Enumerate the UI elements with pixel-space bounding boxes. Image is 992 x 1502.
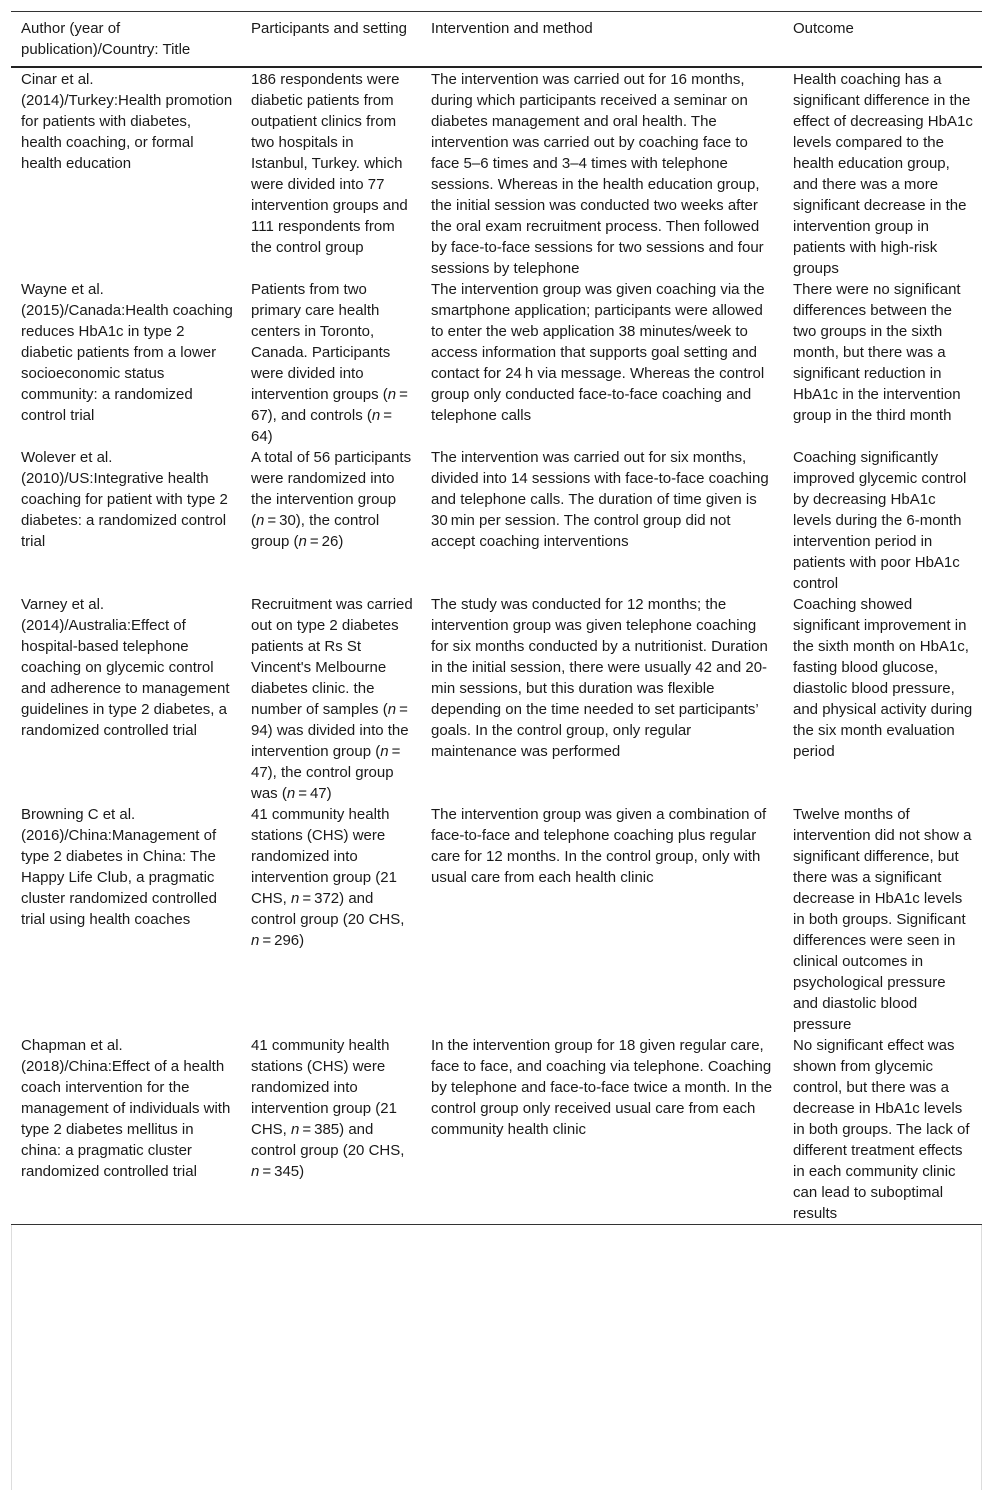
n-symbol: n	[371, 407, 381, 424]
table-row	[11, 447, 982, 594]
n-symbol: n	[387, 701, 397, 718]
participants-text: = 94) was divided into the intervention group (	[251, 701, 411, 760]
participants-text: 41 community health stations (CHS) were randomized into intervention group (21 CHS,	[251, 1037, 397, 1138]
cell-participants	[241, 594, 421, 804]
header-author: Author (year of publication)/Country: Title	[21, 20, 191, 58]
table-row	[11, 1035, 982, 1225]
cell-participants	[241, 447, 421, 594]
table-header	[11, 12, 982, 68]
cell-participants	[241, 804, 421, 1035]
participants-text: = 67), and controls (	[251, 386, 411, 424]
header-participants: Participants and setting	[251, 20, 407, 37]
table-row	[11, 594, 982, 804]
n-symbol: n	[251, 932, 260, 949]
participants-text: = 296)	[259, 932, 305, 949]
cell-intervention: The study was conducted for 12 months; the intervention group was given telephone coaching for six months conducted by a nutritionist. Duration in the initial session, there were usually 42 and 20-min sessions, but this duration was flexible depending on the time needed to set participants’ goals. In the control group, only regular maintenance was performed	[431, 596, 768, 760]
studies-table	[11, 11, 982, 1225]
table-row	[11, 804, 982, 1035]
cell-author: Chapman et al. (2018)/China:Effect of a health coach intervention for the management of individuals with type 2 diabetes mellitus in china: a pragmatic cluster randomized controlled trial	[21, 1037, 231, 1180]
table-body	[11, 67, 982, 1225]
cell-intervention: The intervention group was given a combination of face-to-face and telephone coaching plus regular care for 12 months. In the control group, only with usual care from each health clinic	[431, 806, 767, 886]
participants-text: Patients from two primary care health centers in Toronto, Canada. Participants were divided into intervention groups (	[251, 281, 391, 403]
participants-text: = 345)	[259, 1163, 305, 1180]
header-outcome: Outcome	[793, 20, 854, 37]
cell-author: Varney et al. (2014)/Australia:Effect of hospital-based telephone coaching on glycemic control and adherence to management guidelines in type 2 diabetes, a randomized controlled trial	[21, 596, 230, 739]
n-symbol: n	[291, 890, 300, 907]
participants-text: = 47)	[295, 785, 332, 802]
participants-text: = 30), the control group (	[251, 512, 380, 550]
cell-outcome: Coaching significantly improved glycemic control by decreasing HbA1c levels during the 6-month intervention period in patients with poor HbA1c control	[793, 449, 967, 592]
n-symbol: n	[256, 512, 265, 529]
header-row	[11, 12, 982, 68]
cell-intervention: The intervention group was given coaching via the smartphone application; participants were allowed to enter the web application 38 minutes/week to access information that supports goal setting and contact for 24 h via message. Whereas the control group only conducted face-to-face coaching and telephone calls	[431, 281, 765, 424]
header-intervention: Intervention and method	[431, 20, 593, 37]
cell-participants	[241, 279, 421, 447]
table-row	[11, 279, 982, 447]
cell-outcome: Health coaching has a significant difference in the effect of decreasing HbA1c levels compared to the health education group, and there was a more significant decrease in the intervention group in patients with high-risk groups	[793, 71, 973, 277]
n-symbol: n	[298, 533, 307, 550]
participants-text: 41 community health stations (CHS) were randomized into intervention group (21 CHS,	[251, 806, 397, 907]
cell-outcome: Coaching showed significant improvement in the sixth month on HbA1c, fasting blood glucose, diastolic blood pressure, and physical activity during the six month evaluation period	[793, 596, 973, 760]
n-symbol: n	[251, 1163, 260, 1180]
participants-text: = 64)	[251, 407, 396, 445]
cell-intervention: In the intervention group for 18 given regular care, face to face, and coaching via telephone. Coaching by telephone and face-to-face twice a month. In the control group only received usual care from each community health clinic	[431, 1037, 773, 1138]
participants-text: Recruitment was carried out on type 2 diabetes patients at Rs St Vincent's Melbourne diabetes clinic. the number of samples (	[251, 596, 413, 718]
cell-participants	[241, 1035, 421, 1225]
cell-participants: 186 respondents were diabetic patients from outpatient clinics from two hospitals in Istanbul, Turkey. which were divided into 77 intervention groups and 111 respondents from the control group	[251, 71, 408, 256]
cell-author: Cinar et al. (2014)/Turkey:Health promotion for patients with diabetes, health coaching, or formal health education	[21, 71, 233, 172]
n-symbol: n	[291, 1121, 300, 1138]
n-symbol: n	[387, 386, 397, 403]
cell-outcome: There were no significant differences between the two groups in the sixth month, but there was a significant reduction in HbA1c in the intervention group in the third month	[793, 281, 961, 424]
n-symbol: n	[286, 785, 296, 802]
participants-text: = 47), the control group was (	[251, 743, 404, 802]
cell-outcome: Twelve months of intervention did not show a significant difference, but there was a significant decrease in HbA1c levels in both groups. Significant differences were seen in clinical outcomes in psychological pressure and diastolic blood pressure	[793, 806, 972, 1033]
cell-intervention: The intervention was carried out for 16 months, during which participants received a seminar on diabetes management and oral health. The intervention was carried out by coaching face to face 5–6 times and 3–4 times with telephone sessions. Whereas in the health education group, the initial session was conducted two weeks after the oral exam recruitment process. Then followed by face-to-face sessions for two sessions and four sessions by telephone	[431, 71, 764, 277]
cell-author: Browning C et al. (2016)/China:Management of type 2 diabetes in China: The Happy Life Club, a pragmatic cluster randomized controlled trial using health coaches	[21, 806, 217, 928]
participants-text: A total of 56 participants were randomized into the intervention group (	[251, 449, 412, 529]
cell-author: Wolever et al. (2010)/US:Integrative health coaching for patient with type 2 diabetes: a randomized control trial	[21, 449, 228, 550]
n-symbol: n	[380, 743, 389, 760]
cell-intervention: The intervention was carried out for six months, divided into 14 sessions with face-to-face coaching and telephone calls. The duration of time given is 30 min per session. The control group did not accept coaching interventions	[431, 449, 769, 550]
participants-text: = 385) and control group (20 CHS,	[251, 1121, 405, 1159]
cell-author: Wayne et al. (2015)/Canada:Health coaching reduces HbA1c in type 2 diabetic patients from a lower socioeconomic status community: a randomized control trial	[21, 281, 233, 424]
table-row	[11, 67, 982, 279]
cell-outcome: No significant effect was shown from glycemic control, but there was a decrease in HbA1c levels in both groups. The lack of different treatment effects in each community clinic can lead to suboptimal results	[793, 1037, 970, 1222]
participants-text: = 26)	[306, 533, 344, 550]
participants-text: = 372) and control group (20 CHS,	[251, 890, 405, 928]
